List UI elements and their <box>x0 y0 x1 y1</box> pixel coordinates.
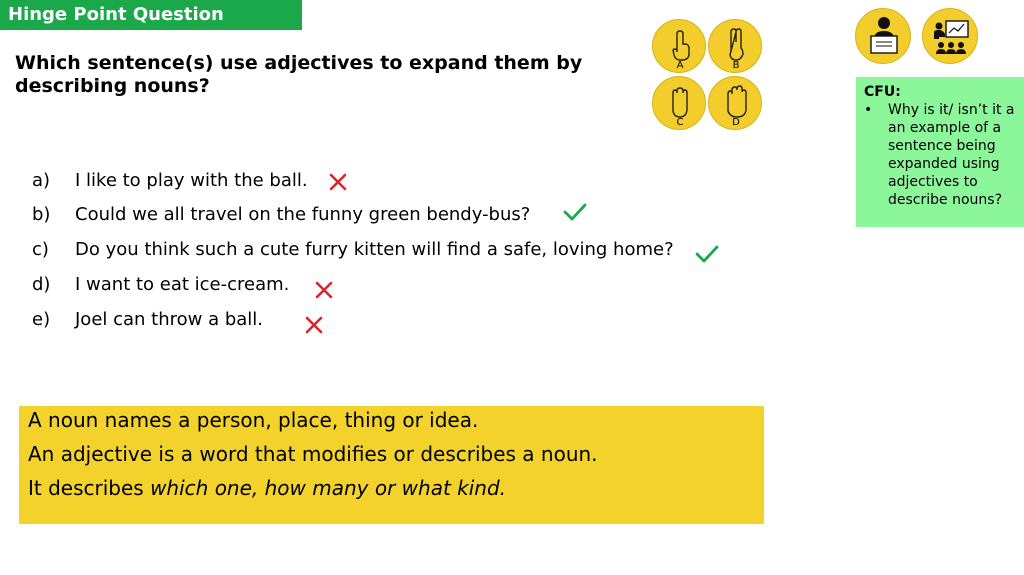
definitions-box <box>19 406 764 524</box>
cfu-item <box>864 101 1016 209</box>
option-text: Do you think such a cute furry kitten will find a safe, loving home? <box>75 239 674 260</box>
option-text: Could we all travel on the funny green bendy-bus? <box>75 204 531 225</box>
cross-icon <box>328 172 348 192</box>
tick-icon <box>562 202 588 222</box>
description-italic: which one, how many or what kind. <box>150 476 507 500</box>
cross-icon <box>304 315 324 335</box>
adjective-description <box>28 474 755 508</box>
description-prefix: It describes <box>28 476 151 500</box>
adjective-definition: An adjective is a word that modifies or describes a noun. <box>28 442 598 466</box>
option-text: I like to play with the ball. <box>75 170 308 191</box>
hand-signal-c-icon <box>652 76 706 130</box>
option-letter: e) <box>32 309 51 330</box>
hand-letter-a: A <box>676 60 684 71</box>
cfu-item-text: Why is it/ isn’t it a an example of a sentence being expanded using adjectives to describe nouns? <box>888 102 1015 208</box>
option-text: I want to eat ice-cream. <box>75 274 290 295</box>
option-letter: a) <box>32 170 51 191</box>
hand-letter-d: D <box>732 117 740 128</box>
option-letter: d) <box>32 274 51 295</box>
option-letter: c) <box>32 239 49 260</box>
option-letter: b) <box>32 204 51 225</box>
tick-icon <box>694 244 720 264</box>
bullet-icon: • <box>864 102 873 118</box>
question-text: Which sentence(s) use adjectives to expand them by describing nouns? <box>15 52 583 97</box>
cfu-box <box>856 77 1024 227</box>
cross-icon <box>314 280 334 300</box>
option-text: Joel can throw a ball. <box>75 309 264 330</box>
banner-title: Hinge Point Question <box>8 4 224 25</box>
presentation-class-icon <box>922 8 978 64</box>
hand-signal-a-icon <box>652 19 706 73</box>
hinge-point-banner <box>0 0 302 30</box>
hand-letter-b: B <box>732 60 740 71</box>
hand-signal-d-icon <box>708 76 762 130</box>
cfu-title: CFU: <box>864 84 901 100</box>
hand-letter-c: C <box>676 117 684 128</box>
hand-signal-b-icon <box>708 19 762 73</box>
noun-definition: A noun names a person, place, thing or idea. <box>28 408 479 432</box>
teacher-whiteboard-icon <box>855 8 911 64</box>
